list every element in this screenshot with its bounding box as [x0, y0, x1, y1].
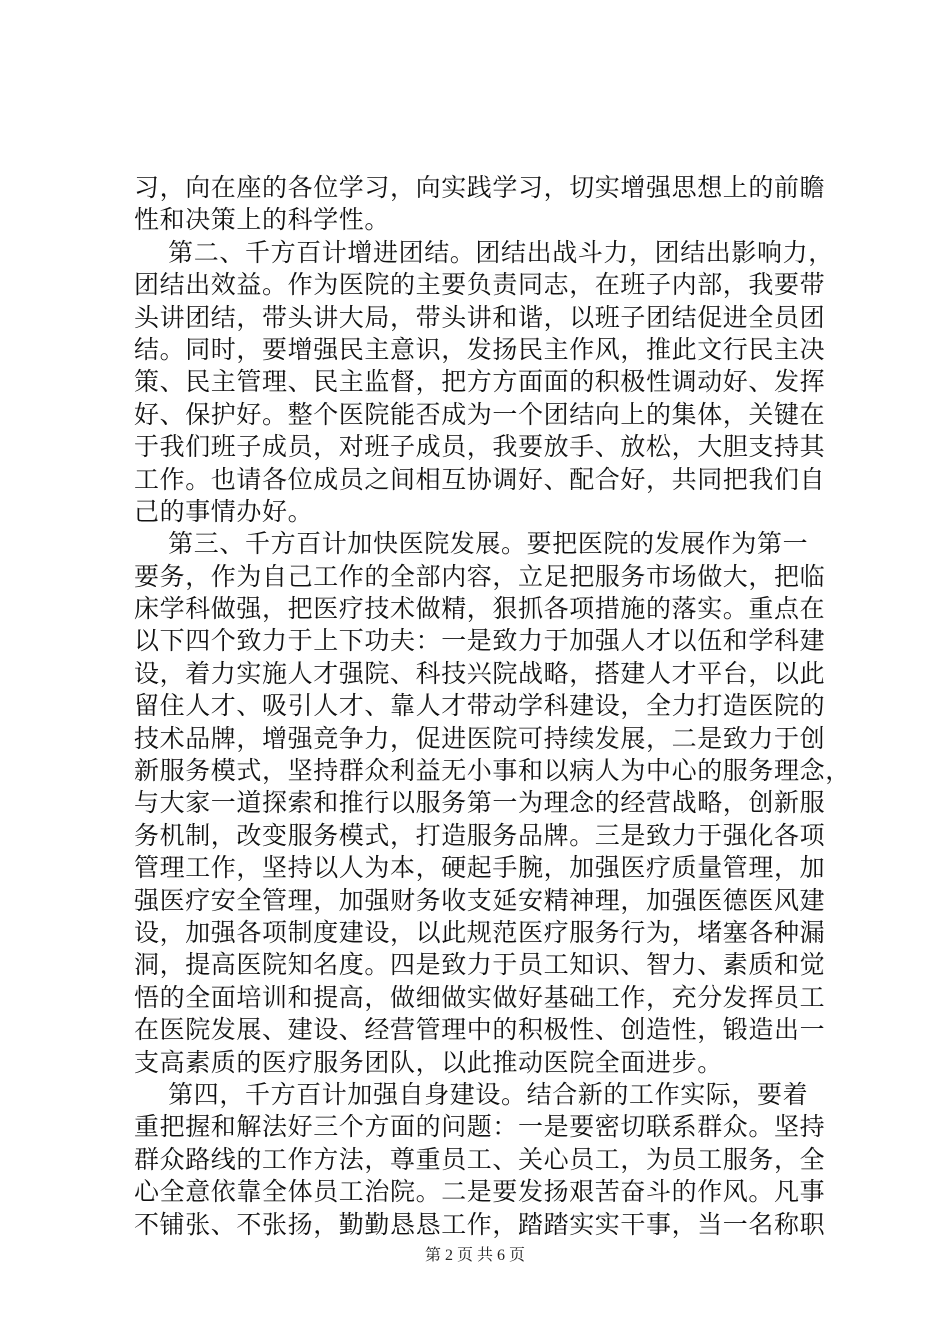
text-line: 心全意依靠全体员工治院。二是要发扬艰苦奋斗的作风。凡事: [134, 1177, 826, 1207]
text-line: 管理工作，坚持以人为本，硬起手腕，加强医疗质量管理，加: [134, 853, 826, 883]
text-line: 第四，千方百计加强自身建设。结合新的工作实际，要着: [134, 1079, 809, 1109]
text-line: 留住人才、吸引人才、靠人才带动学科建设，全力打造医院的: [134, 691, 826, 721]
page-number-footer: 第 2 页 共 6 页: [424, 1247, 525, 1264]
text-line: 策、民主管理、民主监督，把方方面面的积极性调动好、发挥: [134, 367, 826, 397]
text-line: 群众路线的工作方法，尊重员工、关心员工，为员工服务，全: [134, 1144, 826, 1174]
text-line: 强医疗安全管理，加强财务收支延安精神理，加强医德医风建: [134, 885, 826, 915]
text-line: 头讲团结，带头讲大局，带头讲和谐，以班子团结促进全员团: [134, 302, 826, 332]
text-line: 结。同时，要增强民主意识，发扬民主作风，推此文行民主决: [134, 334, 826, 364]
text-line: 性和决策上的科学性。: [134, 205, 391, 235]
text-line: 己的事情办好。: [134, 496, 314, 526]
text-line: 第三、千方百计加快医院发展。要把医院的发展作为第一: [134, 529, 809, 559]
text-line: 洞，提高医院知名度。四是致力于员工知识、智力、素质和觉: [134, 950, 826, 980]
text-line: 与大家一道探索和推行以服务第一为理念的经营战略，创新服: [134, 788, 826, 818]
text-line: 设，加强各项制度建设，以此规范医疗服务行为，堵塞各种漏: [134, 917, 826, 947]
text-line: 团结出效益。作为医院的主要负责同志，在班子内部，我要带: [134, 270, 826, 300]
text-line: 第二、千方百计增进团结。团结出战斗力，团结出影响力，: [134, 237, 834, 267]
text-line: 设，着力实施人才强院、科技兴院战略，搭建人才平台，以此: [134, 658, 826, 688]
text-line: 要务，作为自己工作的全部内容，立足把服务市场做大，把临: [134, 561, 826, 591]
text-line: 于我们班子成员，对班子成员，我要放手、放松，大胆支持其: [134, 432, 826, 462]
text-line: 技术品牌，增强竞争力，促进医院可持续发展，二是致力于创: [134, 723, 826, 753]
text-line: 悟的全面培训和提高，做细做实做好基础工作，充分发挥员工: [134, 982, 826, 1012]
text-line: 以下四个致力于上下功夫：一是致力于加强人才以伍和学科建: [134, 626, 826, 656]
text-line: 床学科做强，把医疗技术做精，狠抓各项措施的落实。重点在: [134, 594, 826, 624]
text-line: 务机制，改变服务模式，打造服务品牌。三是致力于强化各项: [134, 820, 826, 850]
text-line: 习，向在座的各位学习，向实践学习，切实增强思想上的前瞻: [134, 173, 826, 202]
text-line: 好、保护好。整个医院能否成为一个团结向上的集体，关键在: [134, 399, 826, 429]
text-line: 在医院发展、建设、经营管理中的积极性、创造性，锻造出一: [134, 1015, 826, 1045]
text-line: 工作。也请各位成员之间相互协调好、配合好，共同把我们自: [134, 464, 826, 494]
text-line: 不铺张、不张扬，勤勤恳恳工作，踏踏实实干事，当一名称职: [134, 1209, 826, 1239]
text-line: 支高素质的医疗服务团队，以此推动医院全面进步。: [134, 1047, 723, 1077]
body-text: [134, 172, 851, 1241]
text-line: 重把握和解法好三个方面的问题：一是要密切联系群众。坚持: [134, 1112, 826, 1142]
text-line: 新服务模式，坚持群众利益无小事和以病人为中心的服务理念，: [134, 756, 851, 786]
